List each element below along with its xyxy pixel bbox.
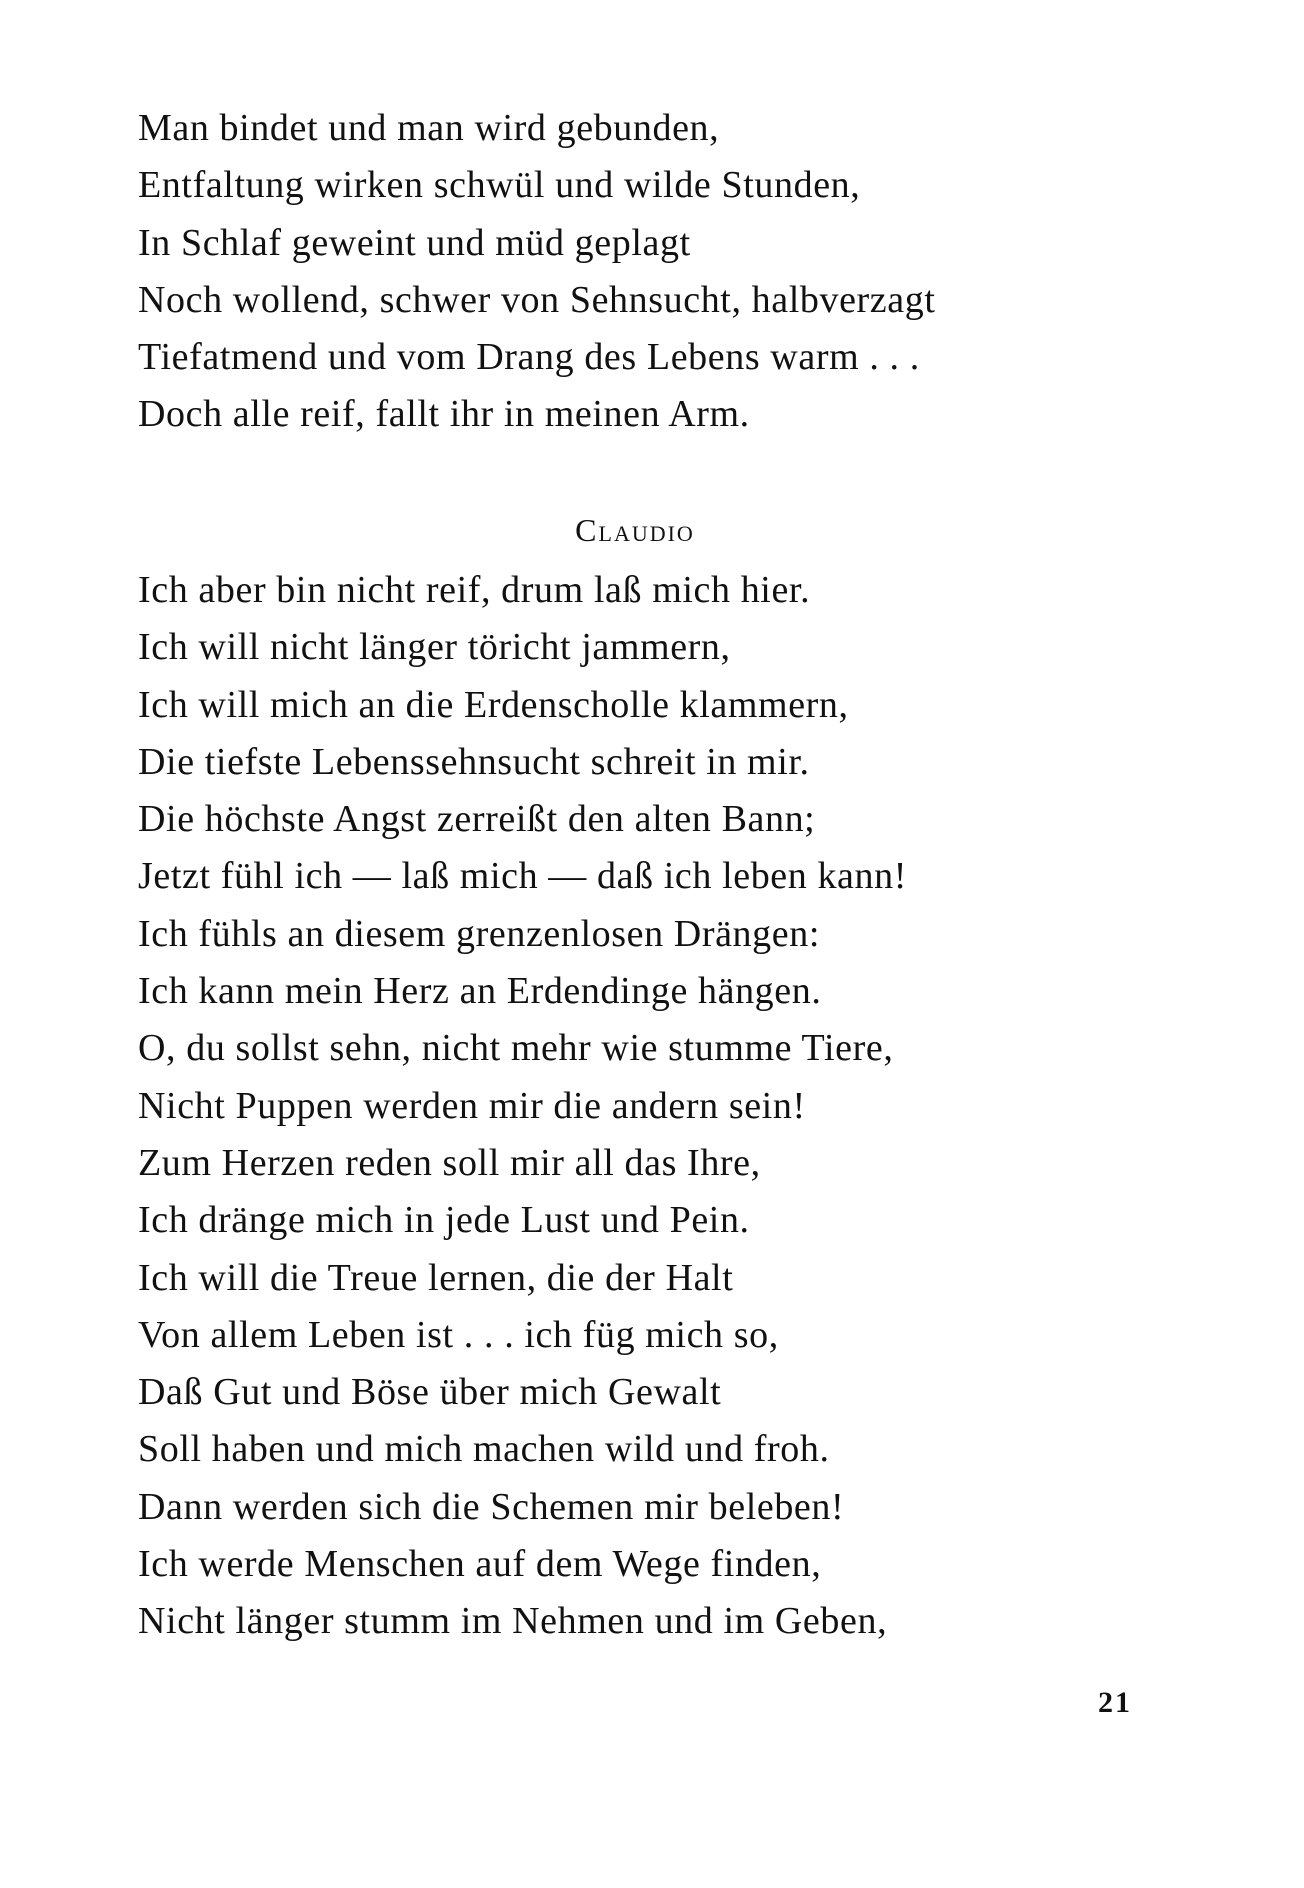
verse-line: Man bindet und man wird gebunden, xyxy=(138,107,720,149)
verse-line: Von allem Leben ist . . . ich füg mich so, xyxy=(138,1313,779,1356)
verse-line: Nicht Puppen werden mir die andern sein! xyxy=(138,1084,806,1127)
verse-line: Die höchste Angst zerreißt den alten Bann; xyxy=(138,798,816,841)
verse-line: Ich kann mein Herz an Erdendinge hängen. xyxy=(138,970,822,1013)
verse-line: O, du sollst sehn, nicht mehr wie stumme Tiere, xyxy=(138,1027,894,1070)
verse-line: In Schlaf geweint und müd geplagt xyxy=(138,221,691,264)
verse-line: Soll haben und mich machen wild und froh. xyxy=(138,1428,830,1471)
verse-line: Nicht länger stumm im Nehmen und im Geben, xyxy=(138,1600,888,1643)
verse-line: Die tiefste Lebenssehnsucht schreit in mir. xyxy=(138,740,810,783)
verse-line: Ich dränge mich in jede Lust und Pein. xyxy=(138,1199,750,1242)
verse-line: Ich fühls an diesem grenzenlosen Drängen: xyxy=(138,912,820,955)
speaker-name: Claudio xyxy=(575,512,695,548)
verse-stanza-2 xyxy=(138,562,907,1651)
verse-line: Jetzt fühl ich — laß mich — daß ich leben kann! xyxy=(138,855,907,898)
verse-line: Ich aber bin nicht reif, drum laß mich hier. xyxy=(138,569,811,611)
verse-line: Entfaltung wirken schwül und wilde Stunden, xyxy=(138,164,861,207)
verse-line: Noch wollend, schwer von Sehnsucht, halbverzagt xyxy=(138,278,936,321)
verse-line: Ich will die Treue lernen, die der Halt xyxy=(138,1256,734,1299)
verse-line: Zum Herzen reden soll mir all das Ihre, xyxy=(138,1141,761,1184)
verse-line: Ich will mich an die Erdenscholle klammern, xyxy=(138,683,849,726)
verse-line: Ich werde Menschen auf dem Wege finden, xyxy=(138,1543,822,1586)
page-number: 21 xyxy=(1098,1686,1132,1719)
verse-stanza-1 xyxy=(138,100,936,444)
verse-line: Dann werden sich die Schemen mir beleben! xyxy=(138,1485,845,1528)
verse-line: Tiefatmend und vom Drang des Lebens warm . . . xyxy=(138,336,920,379)
verse-line: Daß Gut und Böse über mich Gewalt xyxy=(138,1371,722,1414)
verse-line: Doch alle reif, fallt ihr in meinen Arm. xyxy=(138,393,750,436)
verse-line: Ich will nicht länger töricht jammern, xyxy=(138,626,731,669)
